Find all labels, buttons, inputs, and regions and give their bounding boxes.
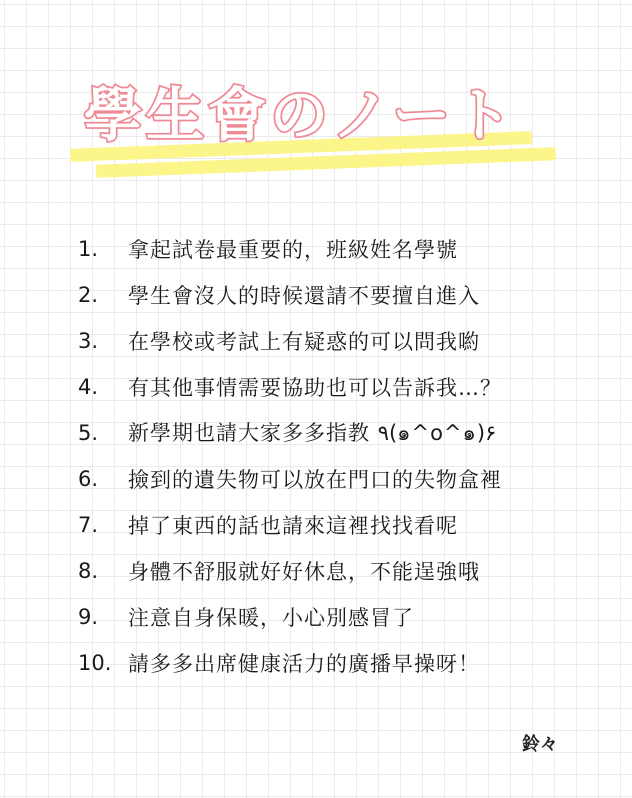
item-text: 掉了東西的話也請來這裡找找看呢 [128, 514, 458, 538]
item-text: 請多多出席健康活力的廣播早操呀！ [128, 652, 480, 676]
signature: 鈴々 [522, 734, 558, 755]
item-text: 學生會沒人的時候還請不要擅自進入 [128, 284, 480, 308]
item-number: 10. [78, 651, 112, 675]
list-item [78, 594, 502, 640]
item-text: 撿到的遺失物可以放在門口的失物盒裡 [128, 468, 502, 492]
item-number: 1. [78, 237, 99, 261]
item-text: 注意自身保暖，小心別感冒了 [128, 606, 414, 630]
item-text: 拿起試卷最重要的，班級姓名學號 [128, 238, 458, 262]
item-number: 7. [78, 513, 99, 537]
list-item [78, 456, 502, 502]
list-item [78, 548, 502, 594]
item-text: 有其他事情需要協助也可以告訴我…？ [128, 376, 502, 400]
list-item [78, 364, 502, 410]
list-item [78, 318, 502, 364]
list-item [78, 410, 502, 456]
list-item [78, 226, 502, 272]
list-item [78, 640, 502, 686]
item-number: 9. [78, 605, 99, 629]
item-number: 6. [78, 467, 99, 491]
item-number: 8. [78, 559, 99, 583]
item-number: 4. [78, 375, 99, 399]
item-text: 在學校或考試上有疑惑的可以問我喲 [128, 330, 480, 354]
item-number: 5. [78, 421, 99, 445]
item-text: 身體不舒服就好好休息，不能逞強哦 [128, 560, 480, 584]
item-number: 3. [78, 329, 99, 353]
page-title: 學生會のノート [84, 81, 517, 149]
rules-list [78, 226, 502, 686]
item-number: 2. [78, 283, 99, 307]
list-item [78, 272, 502, 318]
title-block [60, 60, 580, 190]
list-item [78, 502, 502, 548]
item-text: 新學期也請大家多多指教 ٩(๑^o^๑)۶ [128, 420, 497, 445]
